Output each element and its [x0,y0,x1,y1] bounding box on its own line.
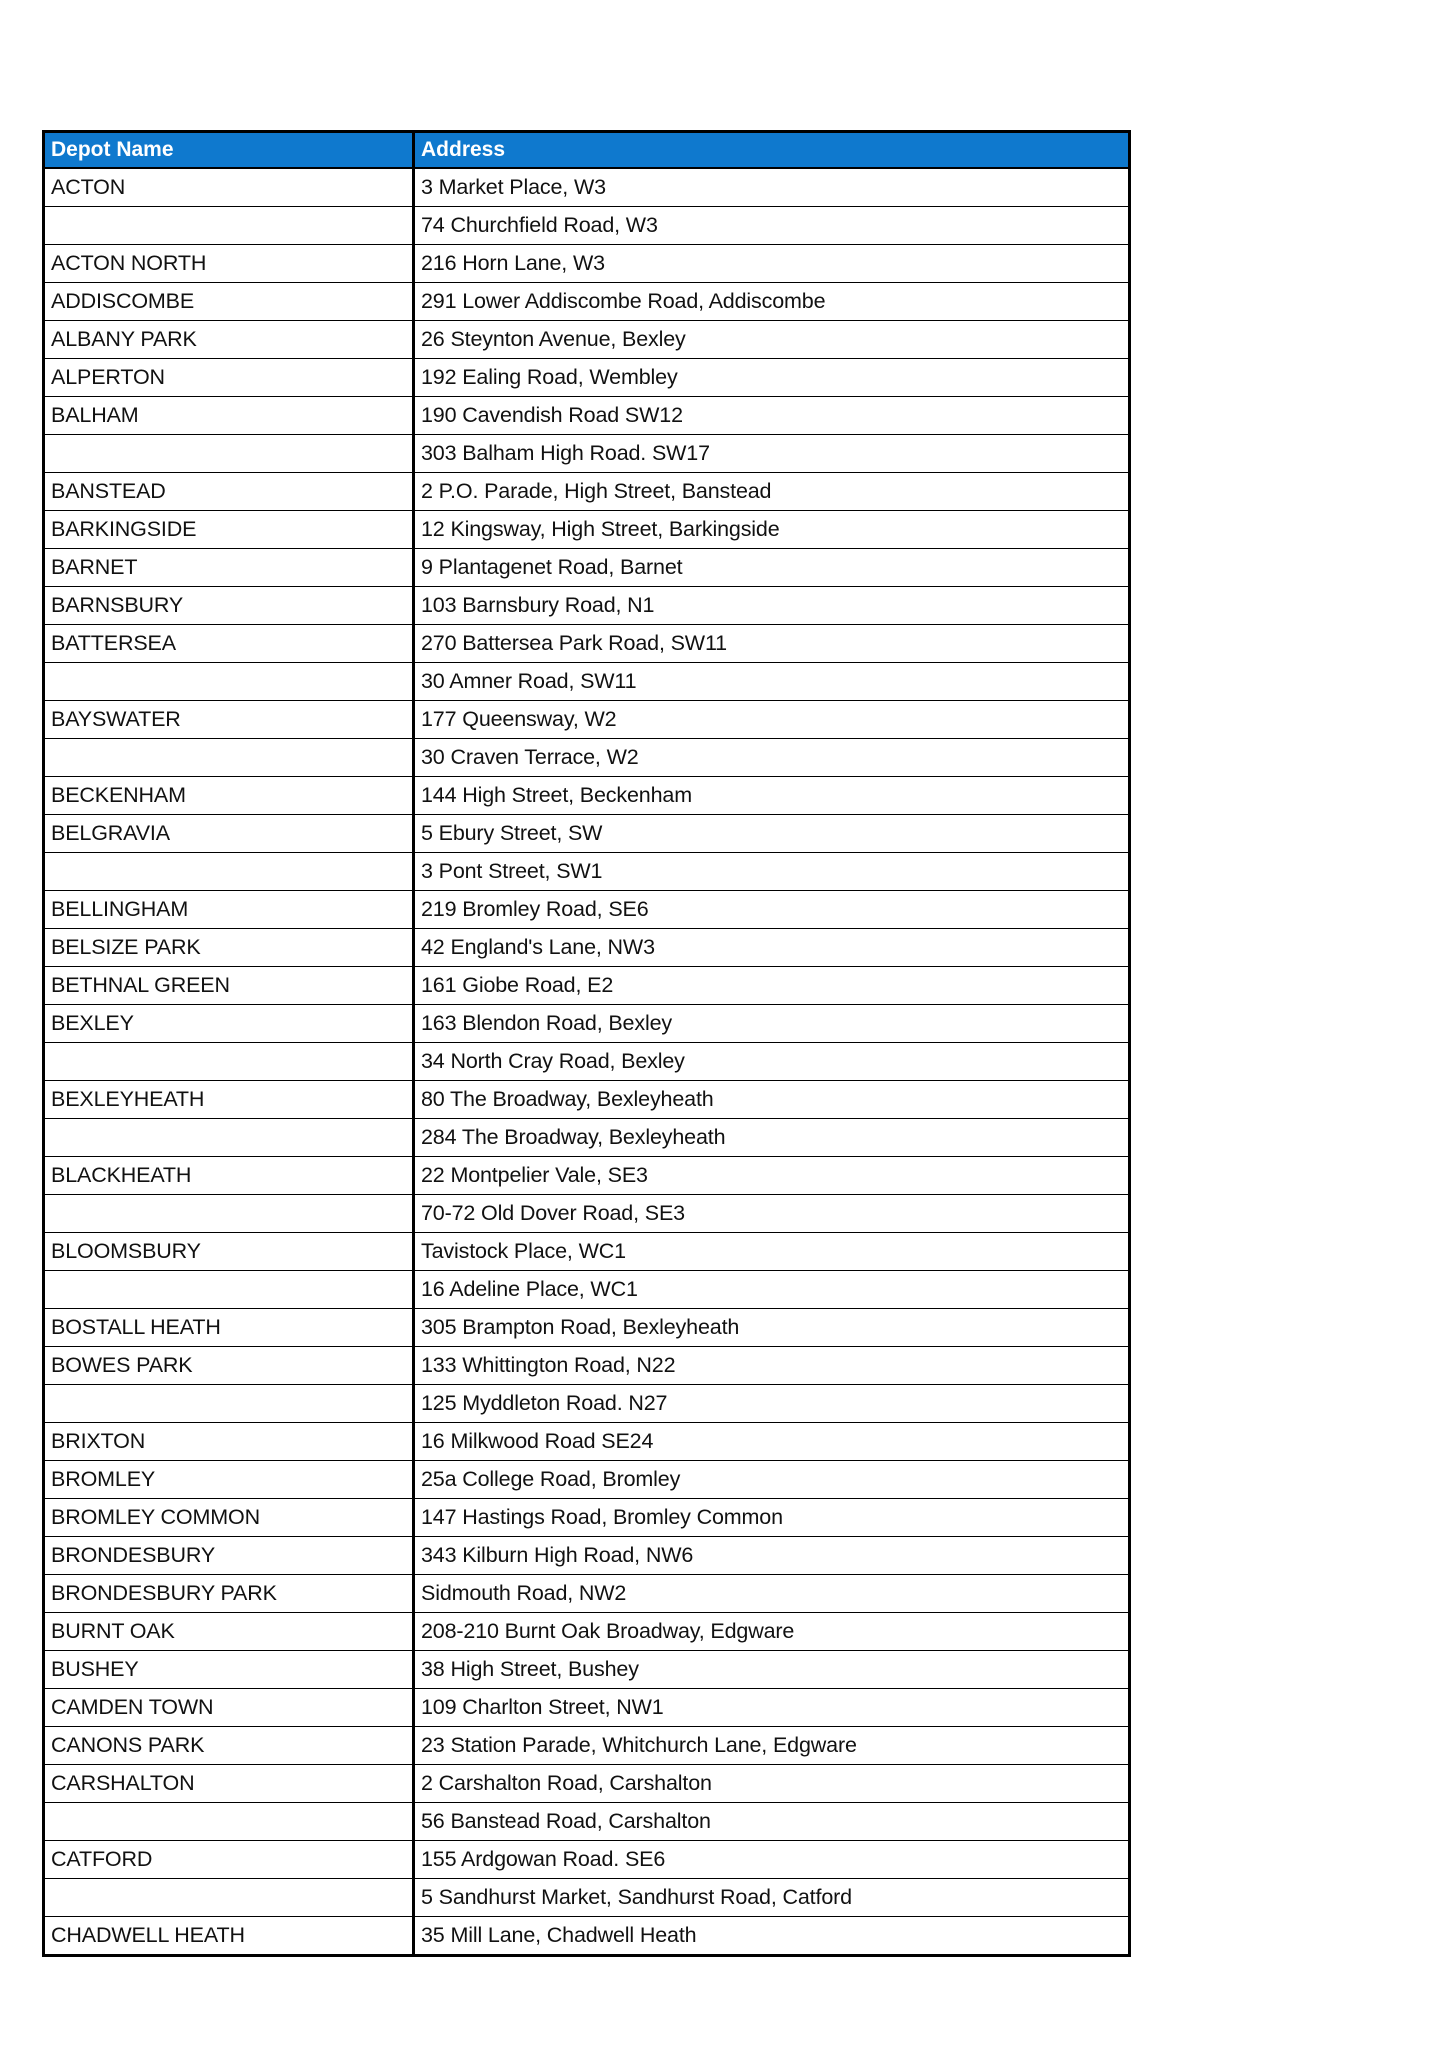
table-header-row [44,132,1130,169]
table-row [44,587,1130,625]
table-row [44,511,1130,549]
cell-address: 161 Giobe Road, E2 [414,967,1130,1005]
table-row [44,1005,1130,1043]
table-row [44,1043,1130,1081]
cell-depot-name: BLACKHEATH [44,1157,414,1195]
table-row [44,1309,1130,1347]
cell-depot-name [44,853,414,891]
table-row [44,701,1130,739]
cell-depot-name: BRONDESBURY PARK [44,1575,414,1613]
cell-depot-name: BRONDESBURY [44,1537,414,1575]
cell-depot-name [44,1803,414,1841]
cell-address: 343 Kilburn High Road, NW6 [414,1537,1130,1575]
cell-depot-name: CANONS PARK [44,1727,414,1765]
cell-depot-name: BARKINGSIDE [44,511,414,549]
cell-depot-name: ALBANY PARK [44,321,414,359]
cell-address: Sidmouth Road, NW2 [414,1575,1130,1613]
cell-address: 16 Milkwood Road SE24 [414,1423,1130,1461]
cell-address: 133 Whittington Road, N22 [414,1347,1130,1385]
cell-address: 30 Craven Terrace, W2 [414,739,1130,777]
cell-address: 3 Market Place, W3 [414,168,1130,207]
cell-address: 305 Brampton Road, Bexleyheath [414,1309,1130,1347]
cell-address: 155 Ardgowan Road. SE6 [414,1841,1130,1879]
cell-depot-name [44,1271,414,1309]
cell-address: 74 Churchfield Road, W3 [414,207,1130,245]
table-body [44,168,1130,1956]
cell-depot-name: BETHNAL GREEN [44,967,414,1005]
table-header [44,132,1130,169]
cell-address: 192 Ealing Road, Wembley [414,359,1130,397]
cell-depot-name: ALPERTON [44,359,414,397]
table-row [44,663,1130,701]
cell-depot-name: BALHAM [44,397,414,435]
table-row [44,1727,1130,1765]
cell-depot-name: BROMLEY COMMON [44,1499,414,1537]
cell-address: 144 High Street, Beckenham [414,777,1130,815]
table-row [44,359,1130,397]
cell-address: 103 Barnsbury Road, N1 [414,587,1130,625]
cell-depot-name [44,207,414,245]
cell-depot-name: BARNET [44,549,414,587]
table-row [44,1157,1130,1195]
table-row [44,1119,1130,1157]
cell-address: 56 Banstead Road, Carshalton [414,1803,1130,1841]
cell-address: 38 High Street, Bushey [414,1651,1130,1689]
table-row [44,245,1130,283]
cell-depot-name [44,1879,414,1917]
cell-address: 208-210 Burnt Oak Broadway, Edgware [414,1613,1130,1651]
cell-depot-name [44,435,414,473]
table-row [44,625,1130,663]
cell-address: 30 Amner Road, SW11 [414,663,1130,701]
cell-address: 270 Battersea Park Road, SW11 [414,625,1130,663]
table-row [44,1803,1130,1841]
table-row [44,929,1130,967]
cell-address: 125 Myddleton Road. N27 [414,1385,1130,1423]
table-row [44,1233,1130,1271]
table-row [44,1651,1130,1689]
table-row [44,1689,1130,1727]
cell-depot-name: BECKENHAM [44,777,414,815]
cell-depot-name [44,1195,414,1233]
table-row [44,853,1130,891]
table-row [44,1195,1130,1233]
cell-depot-name: BRIXTON [44,1423,414,1461]
table-row [44,815,1130,853]
cell-depot-name: BELGRAVIA [44,815,414,853]
table-row [44,321,1130,359]
column-header-depot-name: Depot Name [44,132,414,169]
cell-address: 147 Hastings Road, Bromley Common [414,1499,1130,1537]
cell-depot-name: CAMDEN TOWN [44,1689,414,1727]
cell-depot-name [44,663,414,701]
table-row [44,1385,1130,1423]
table-row [44,1537,1130,1575]
cell-depot-name: CARSHALTON [44,1765,414,1803]
table-row [44,549,1130,587]
table-row [44,283,1130,321]
cell-address: 219 Bromley Road, SE6 [414,891,1130,929]
cell-depot-name: BELSIZE PARK [44,929,414,967]
table-row [44,1347,1130,1385]
table-row [44,1879,1130,1917]
cell-address: 109 Charlton Street, NW1 [414,1689,1130,1727]
cell-address: Tavistock Place, WC1 [414,1233,1130,1271]
table-row [44,891,1130,929]
cell-address: 216 Horn Lane, W3 [414,245,1130,283]
cell-address: 5 Ebury Street, SW [414,815,1130,853]
table-row [44,1841,1130,1879]
cell-address: 80 The Broadway, Bexleyheath [414,1081,1130,1119]
cell-address: 23 Station Parade, Whitchurch Lane, Edgware [414,1727,1130,1765]
depot-table-container [42,130,1128,1957]
table-row [44,1613,1130,1651]
cell-address: 12 Kingsway, High Street, Barkingside [414,511,1130,549]
cell-address: 2 P.O. Parade, High Street, Banstead [414,473,1130,511]
cell-depot-name: BUSHEY [44,1651,414,1689]
cell-address: 25a College Road, Bromley [414,1461,1130,1499]
cell-depot-name: CHADWELL HEATH [44,1917,414,1956]
cell-depot-name [44,1043,414,1081]
column-header-address: Address [414,132,1130,169]
table-row [44,1081,1130,1119]
cell-address: 5 Sandhurst Market, Sandhurst Road, Catford [414,1879,1130,1917]
cell-depot-name: BURNT OAK [44,1613,414,1651]
table-row [44,1917,1130,1956]
cell-depot-name: BROMLEY [44,1461,414,1499]
table-row [44,1423,1130,1461]
cell-depot-name: BOSTALL HEATH [44,1309,414,1347]
cell-depot-name: BEXLEYHEATH [44,1081,414,1119]
cell-depot-name: CATFORD [44,1841,414,1879]
cell-depot-name: BATTERSEA [44,625,414,663]
cell-address: 9 Plantagenet Road, Barnet [414,549,1130,587]
cell-address: 190 Cavendish Road SW12 [414,397,1130,435]
table-row [44,435,1130,473]
cell-depot-name [44,1119,414,1157]
cell-depot-name: BANSTEAD [44,473,414,511]
table-row [44,967,1130,1005]
cell-address: 16 Adeline Place, WC1 [414,1271,1130,1309]
depot-address-table [42,130,1131,1957]
table-row [44,1499,1130,1537]
table-row [44,1765,1130,1803]
cell-address: 303 Balham High Road. SW17 [414,435,1130,473]
table-row [44,473,1130,511]
cell-depot-name: ADDISCOMBE [44,283,414,321]
cell-address: 42 England's Lane, NW3 [414,929,1130,967]
cell-address: 284 The Broadway, Bexleyheath [414,1119,1130,1157]
cell-address: 35 Mill Lane, Chadwell Heath [414,1917,1130,1956]
cell-address: 3 Pont Street, SW1 [414,853,1130,891]
cell-depot-name [44,1385,414,1423]
cell-depot-name: BLOOMSBURY [44,1233,414,1271]
cell-address: 163 Blendon Road, Bexley [414,1005,1130,1043]
cell-depot-name: BOWES PARK [44,1347,414,1385]
table-row [44,1461,1130,1499]
cell-address: 22 Montpelier Vale, SE3 [414,1157,1130,1195]
cell-depot-name: BARNSBURY [44,587,414,625]
cell-address: 26 Steynton Avenue, Bexley [414,321,1130,359]
table-row [44,777,1130,815]
table-row [44,739,1130,777]
cell-address: 70-72 Old Dover Road, SE3 [414,1195,1130,1233]
cell-depot-name: ACTON [44,168,414,207]
cell-depot-name: BELLINGHAM [44,891,414,929]
table-row [44,1575,1130,1613]
table-row [44,397,1130,435]
table-row [44,207,1130,245]
cell-address: 34 North Cray Road, Bexley [414,1043,1130,1081]
table-row [44,1271,1130,1309]
cell-depot-name: ACTON NORTH [44,245,414,283]
cell-address: 177 Queensway, W2 [414,701,1130,739]
cell-depot-name: BAYSWATER [44,701,414,739]
cell-depot-name [44,739,414,777]
cell-address: 2 Carshalton Road, Carshalton [414,1765,1130,1803]
cell-address: 291 Lower Addiscombe Road, Addiscombe [414,283,1130,321]
cell-depot-name: BEXLEY [44,1005,414,1043]
table-row [44,168,1130,207]
